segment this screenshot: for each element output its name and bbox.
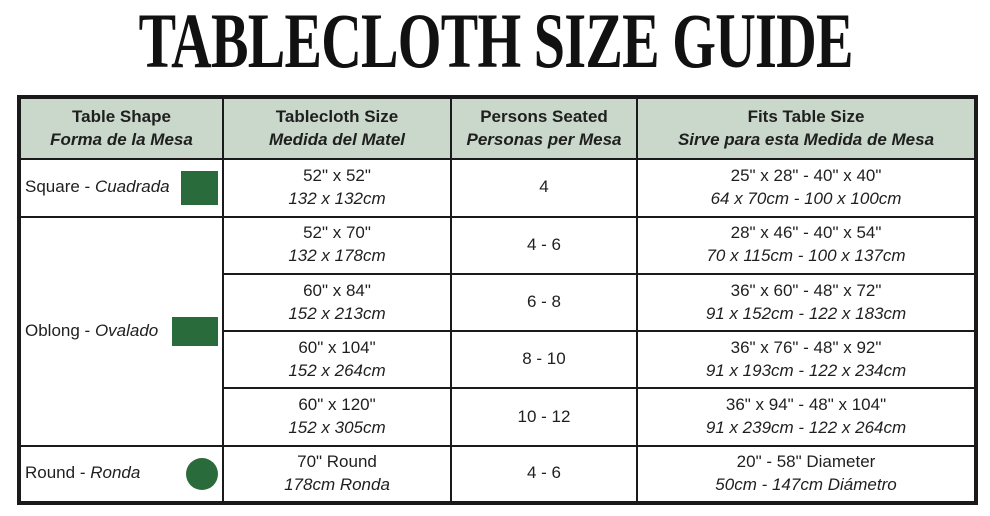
header-fits-table-size-es: Sirve para esta Medida de Mesa	[677, 129, 935, 149]
header-table-shape-es: Forma de la Mesa	[50, 129, 193, 149]
size-cell	[223, 446, 451, 503]
size-inches: 60" x 104"	[298, 337, 376, 357]
shape-square-label-en: Square -	[25, 177, 91, 197]
shape-oblong-wrap	[25, 317, 218, 346]
header-fits-table-size-en: Fits Table Size	[747, 106, 865, 126]
table-row-square-52x52	[19, 159, 976, 216]
fits-inches: 25" x 28" - 40" x 40"	[730, 166, 882, 185]
shape-round-label-es: Ronda	[90, 463, 141, 483]
rectangle-icon	[172, 317, 218, 346]
circle-icon	[186, 458, 218, 490]
fits-inches: 36" x 76" - 48" x 92"	[730, 337, 882, 357]
size-cm: 152 x 213cm	[288, 303, 386, 323]
fits-cm: 64 x 70cm - 100 x 100cm	[710, 188, 902, 208]
persons-cell: 6 - 8	[451, 274, 637, 331]
size-cm: 132 x 132cm	[288, 188, 386, 208]
persons-cell: 8 - 10	[451, 331, 637, 388]
header-tablecloth-size	[223, 97, 451, 159]
fits-cell	[637, 331, 976, 388]
header-table-shape	[19, 97, 223, 159]
shape-oblong-label	[25, 320, 158, 343]
size-inches: 52" x 70"	[303, 223, 371, 243]
fits-cm: 91 x 193cm - 122 x 234cm	[705, 360, 907, 380]
fits-cm: 70 x 115cm - 100 x 137cm	[706, 246, 906, 266]
size-cell	[223, 159, 451, 216]
table-row-round-70	[19, 446, 976, 503]
size-cm: 178cm Ronda	[284, 474, 390, 494]
header-fits-table-size	[637, 97, 976, 159]
size-inches: 60" x 120"	[298, 395, 376, 415]
fits-inches: 36" x 60" - 48" x 72"	[730, 280, 882, 300]
header-table-shape-en: Table Shape	[72, 106, 171, 126]
size-guide-table	[17, 95, 978, 505]
header-persons-seated-es: Personas per Mesa	[466, 129, 622, 149]
fits-cell	[637, 159, 976, 216]
header-tablecloth-size-en: Tablecloth Size	[275, 106, 399, 126]
size-cell	[223, 217, 451, 274]
fits-cell	[637, 388, 976, 445]
shape-square-label	[25, 176, 170, 199]
fits-cell	[637, 274, 976, 331]
size-cell	[223, 388, 451, 445]
size-cm: 152 x 305cm	[288, 418, 386, 438]
fits-cm: 91 x 152cm - 122 x 183cm	[705, 303, 907, 323]
fits-inches: 36" x 94" - 48" x 104"	[725, 395, 887, 415]
shape-round-label	[25, 462, 140, 485]
size-cell	[223, 274, 451, 331]
shape-round-label-en: Round -	[25, 463, 86, 483]
header-persons-seated-en: Persons Seated	[480, 106, 608, 126]
fits-cm: 91 x 239cm - 122 x 264cm	[705, 418, 907, 438]
shape-square-label-es: Cuadrada	[94, 177, 170, 197]
table-row-oblong-52x70	[19, 217, 976, 274]
size-inches: 70" Round	[297, 451, 377, 471]
shape-oblong-label-es: Ovalado	[94, 320, 159, 340]
fits-cell	[637, 217, 976, 274]
header-row	[19, 97, 976, 159]
shape-cell-square	[19, 159, 223, 216]
size-cm: 152 x 264cm	[288, 360, 386, 380]
shape-cell-round	[19, 446, 223, 503]
shape-cell-oblong	[19, 217, 223, 446]
persons-cell: 10 - 12	[451, 388, 637, 445]
fits-inches: 28" x 46" - 40" x 54"	[730, 223, 882, 243]
persons-cell: 4 - 6	[451, 446, 637, 503]
shape-square-wrap	[25, 171, 218, 205]
fits-cm: 50cm - 147cm Diámetro	[715, 474, 897, 494]
page-title: TABLECLOTH SIZE GUIDE	[138, 0, 853, 84]
shape-oblong-label-en: Oblong -	[25, 320, 91, 340]
header-tablecloth-size-es: Medida del Matel	[268, 129, 406, 149]
fits-inches: 20" - 58" Diameter	[736, 451, 876, 471]
fits-cell	[637, 446, 976, 503]
shape-round-wrap	[25, 458, 218, 490]
size-cell	[223, 331, 451, 388]
persons-cell: 4 - 6	[451, 217, 637, 274]
size-cm: 132 x 178cm	[288, 246, 386, 266]
persons-cell: 4	[451, 159, 637, 216]
size-inches: 52" x 52"	[303, 166, 371, 185]
size-inches: 60" x 84"	[303, 280, 371, 300]
header-persons-seated	[451, 97, 637, 159]
square-icon	[181, 171, 218, 205]
